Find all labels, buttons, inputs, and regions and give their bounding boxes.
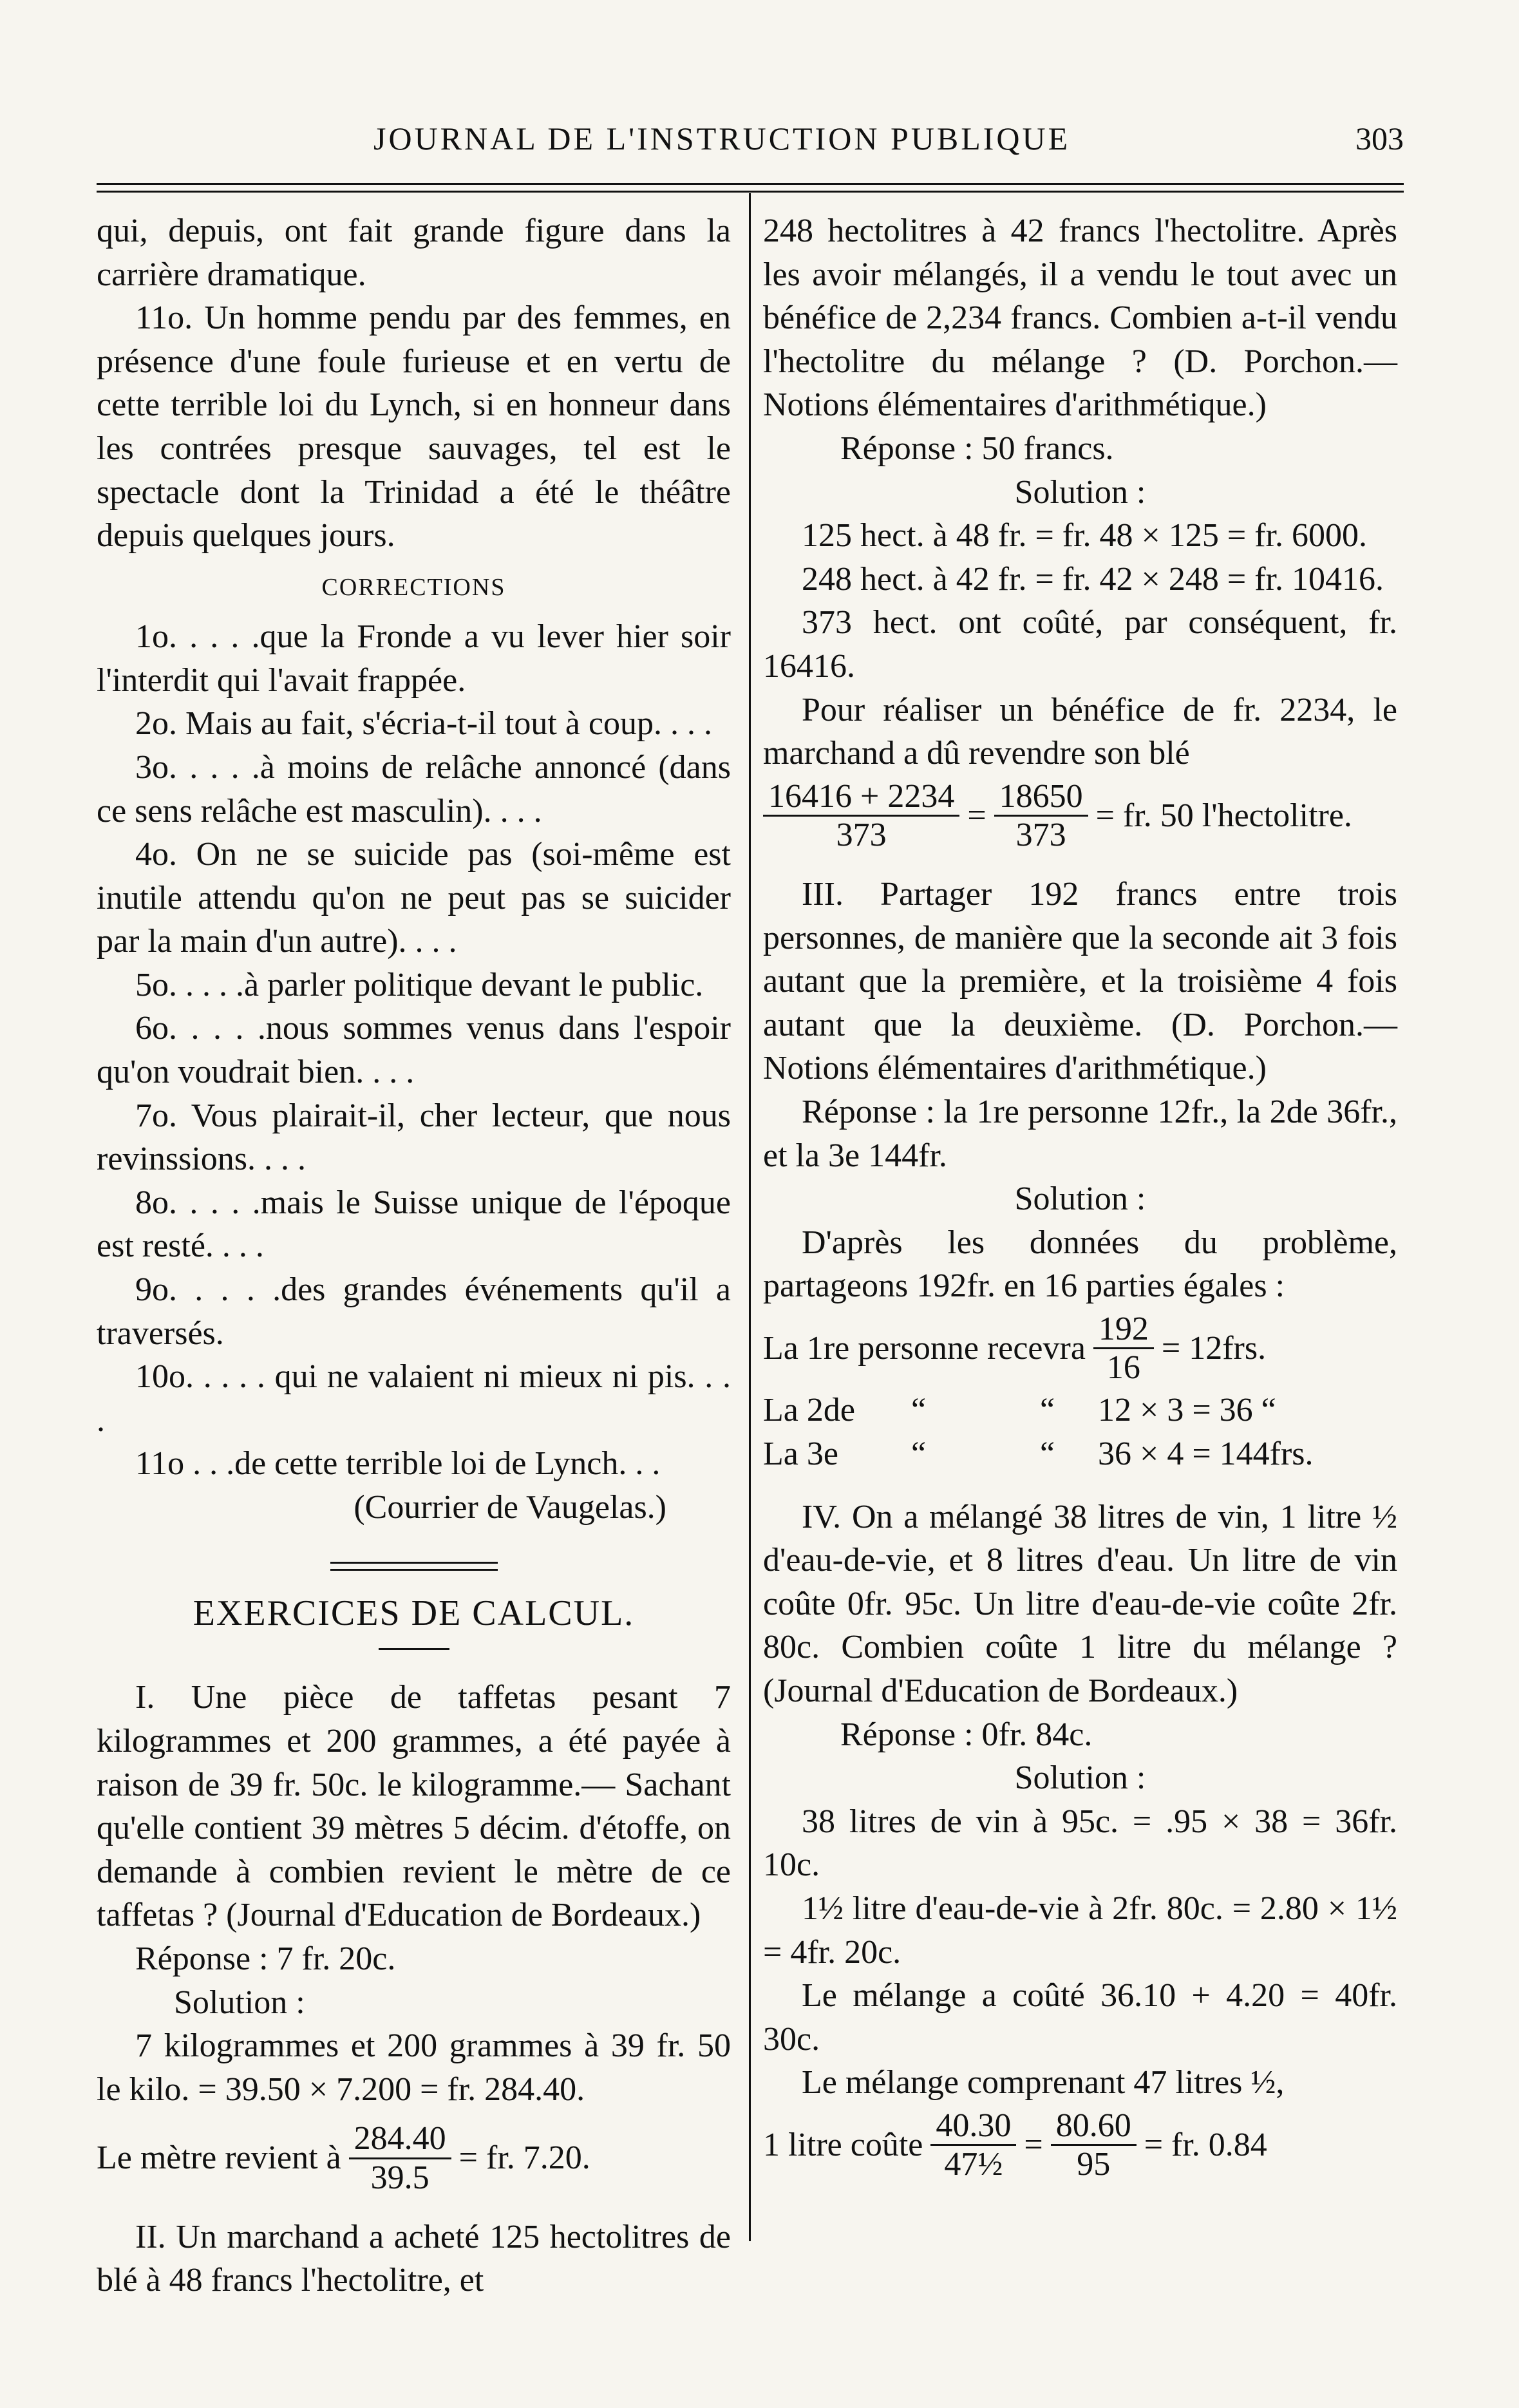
exercise-statement: 248 hectolitres à 42 francs l'hectolitre. Après les avoir mélangés, il a vendu le tout avec un bénéfice de 2,234 francs. Combien a-t-il vendu l'hectolitre du mélange ? (D. Porchon.—Notions élémentaires d'arithmétique.): [763, 213, 1397, 424]
fraction: [994, 778, 1088, 853]
fraction-denominator: 373: [1015, 816, 1066, 853]
section-divider: [330, 1562, 498, 1571]
fraction-denominator: 47½: [944, 2146, 1003, 2183]
share-row-label: La 2de: [763, 1392, 855, 1429]
solution-label: Solution :: [1014, 1180, 1146, 1218]
share-row-label: La 1re personne recevra: [763, 1329, 1086, 1367]
exercise-answer: Réponse : 0fr. 84c.: [840, 1716, 1093, 1753]
equation-suffix: = fr. 50 l'hectolitre.: [1095, 797, 1352, 834]
solution-label: Solution :: [174, 1984, 305, 2021]
correction-item: 6o. . . . .nous sommes venus dans l'espoir qu'on voudrait bien. . . .: [97, 1010, 731, 1091]
correction-item: 11o . . .de cette terrible loi de Lynch. . .: [135, 1445, 661, 1483]
fraction-numerator: 80.60: [1051, 2107, 1137, 2146]
solution-step: 7 kilogrammes et 200 grammes à 39 fr. 50 le kilo. = 39.50 × 7.200 = fr. 284.40.: [97, 2027, 731, 2108]
fraction: [930, 2107, 1016, 2183]
exercise-statement: III. Partager 192 francs entre trois personnes, de manière que la seconde ait 3 fois autant que la première, et la troisième 4 fois autant que la deuxième. (D. Porchon.—Notions élémentaires d'arithmétique.): [763, 876, 1397, 1087]
column-divider: [749, 193, 751, 2241]
exercise-statement: II. Un marchand a acheté 125 hectolitres de blé à 48 francs l'hectolitre, et: [97, 2218, 731, 2299]
equals-sign: =: [1024, 2126, 1043, 2163]
share-row: [763, 1389, 1397, 1432]
fraction-denominator: 39.5: [370, 2159, 429, 2196]
solution-label: Solution :: [1014, 473, 1146, 511]
equation-prefix: Le mètre revient à: [97, 2139, 341, 2177]
fraction-equation: [97, 2120, 731, 2195]
solution-step: Pour réaliser un bénéfice de fr. 2234, le marchand a dû revendre son blé: [763, 691, 1397, 772]
exercise-answer: Réponse : la 1re personne 12fr., la 2de 36fr., et la 3e 144fr.: [763, 1094, 1397, 1174]
correction-item: 8o. . . . .mais le Suisse unique de l'époque est resté. . . .: [97, 1184, 731, 1265]
exercise-statement: IV. On a mélangé 38 litres de vin, 1 litre ½ d'eau-de-vie, et 8 litres d'eau. Un litre de vin coûte 0fr. 95c. Un litre d'eau-de-vie coûte 2fr. 80c. Combien coûte 1 litre du mélange ? (Journal d'Education de Bordeaux.): [763, 1498, 1397, 1709]
header-rule-top: [97, 183, 1404, 185]
paragraph: 11o. Un homme pendu par des femmes, en présence d'une foule furieuse et en vertu de cette terrible loi du Lynch, si en honneur dans les contrées presque sauvages, tel est le spectacle dont la Trinidad a été le théâtre depuis quelques jours.: [97, 299, 731, 555]
fraction-equation: [763, 2107, 1397, 2183]
section-title: EXERCICES DE CALCUL.: [193, 1593, 635, 1633]
correction-item: 1o. . . . .que la Fronde a vu lever hier soir l'interdit qui l'avait frappée.: [97, 618, 731, 699]
fraction-numerator: 284.40: [349, 2120, 451, 2159]
header-rule-bottom: [97, 191, 1404, 193]
fraction: [349, 2120, 451, 2195]
correction-item: 2o. Mais au fait, s'écria-t-il tout à coup. . . .: [135, 705, 713, 743]
correction-item: 10o. . . . . qui ne valaient ni mieux ni pis. . . .: [97, 1358, 731, 1439]
correction-item: 3o. . . . .à moins de relâche annoncé (dans ce sens relâche est masculin). . . .: [97, 748, 731, 830]
fraction-denominator: 16: [1106, 1349, 1140, 1387]
share-row-result: 36 × 4 = 144frs.: [1098, 1436, 1314, 1472]
solution-step: Le mélange comprenant 47 litres ½,: [802, 2064, 1285, 2101]
ditto-mark: “: [911, 1436, 927, 1472]
left-column: [97, 209, 731, 2302]
attribution: (Courrier de Vaugelas.): [354, 1489, 666, 1526]
exercise-answer: Réponse : 7 fr. 20c.: [135, 1940, 396, 1977]
fraction-denominator: 373: [836, 816, 887, 853]
correction-item: 7o. Vous plairait-il, cher lecteur, que nous revinssions. . . .: [97, 1097, 731, 1178]
fraction-numerator: 192: [1093, 1311, 1154, 1349]
solution-step: 125 hect. à 48 fr. = fr. 48 × 125 = fr. 6000.: [802, 517, 1367, 555]
share-row: [763, 1432, 1397, 1476]
share-row-result: = 12frs.: [1161, 1329, 1267, 1367]
exercise-answer: Réponse : 50 francs.: [840, 430, 1114, 467]
share-row-label: La 3e: [763, 1436, 838, 1472]
solution-step: D'après les données du problème, partageons 192fr. en 16 parties égales :: [763, 1224, 1397, 1305]
solution-label: Solution :: [1014, 1759, 1146, 1797]
correction-item: 4o. On ne se suicide pas (soi-même est inutile attendu qu'on ne peut pas se suicider par la main d'un autre). . . .: [97, 836, 731, 960]
fraction: [1093, 1311, 1154, 1386]
right-column: [763, 209, 1397, 2185]
fraction-denominator: 95: [1077, 2146, 1111, 2183]
corrections-heading: CORRECTIONS: [321, 573, 506, 601]
fraction-numerator: 18650: [994, 778, 1088, 817]
solution-step: 1½ litre d'eau-de-vie à 2fr. 80c. = 2.80 × 1½ = 4fr. 20c.: [763, 1890, 1397, 1971]
page-number: 303: [1355, 120, 1404, 156]
equation-suffix: = fr. 0.84: [1144, 2126, 1267, 2163]
fraction: [1051, 2107, 1137, 2183]
exercise-statement: I. Une pièce de taffetas pesant 7 kilogrammes et 200 grammes, a été payée à raison de 39 fr. 50c. le kilogramme.— Sachant qu'elle contient 39 mètres 5 décim. d'étoffe, on demande à combien revient le mètre de ce taffetas ? (Journal d'Education de Bordeaux.): [97, 1679, 731, 1934]
title-rule: [379, 1648, 449, 1650]
paragraph: qui, depuis, ont fait grande figure dans la carrière dramatique.: [97, 213, 731, 293]
solution-step: 373 hect. ont coûté, par conséquent, fr. 16416.: [763, 604, 1397, 685]
fraction-numerator: 16416 + 2234: [763, 778, 959, 817]
ditto-mark: “: [911, 1392, 927, 1429]
equation-suffix: = fr. 7.20.: [458, 2139, 590, 2177]
ditto-mark: “: [1040, 1436, 1055, 1472]
solution-step: Le mélange a coûté 36.10 + 4.20 = 40fr. 30c.: [763, 1977, 1397, 2058]
fraction-equation: [763, 778, 1397, 853]
equals-sign: =: [967, 797, 986, 834]
share-row-result: 12 × 3 = 36 “: [1098, 1392, 1276, 1429]
equation-prefix: 1 litre coûte: [763, 2126, 923, 2163]
share-row: [763, 1311, 1397, 1386]
solution-step: 38 litres de vin à 95c. = .95 × 38 = 36fr. 10c.: [763, 1803, 1397, 1884]
solution-step: 248 hect. à 42 fr. = fr. 42 × 248 = fr. 10416.: [802, 560, 1384, 598]
correction-item: 9o. . . . .des grandes événements qu'il a traversés.: [97, 1271, 731, 1352]
page-header: [97, 116, 1404, 174]
fraction: [763, 778, 959, 853]
correction-item: 5o. . . . .à parler politique devant le public.: [135, 966, 704, 1003]
ditto-mark: “: [1040, 1392, 1055, 1429]
running-title: JOURNAL DE L'INSTRUCTION PUBLIQUE: [373, 120, 1071, 156]
fraction-numerator: 40.30: [930, 2107, 1016, 2146]
